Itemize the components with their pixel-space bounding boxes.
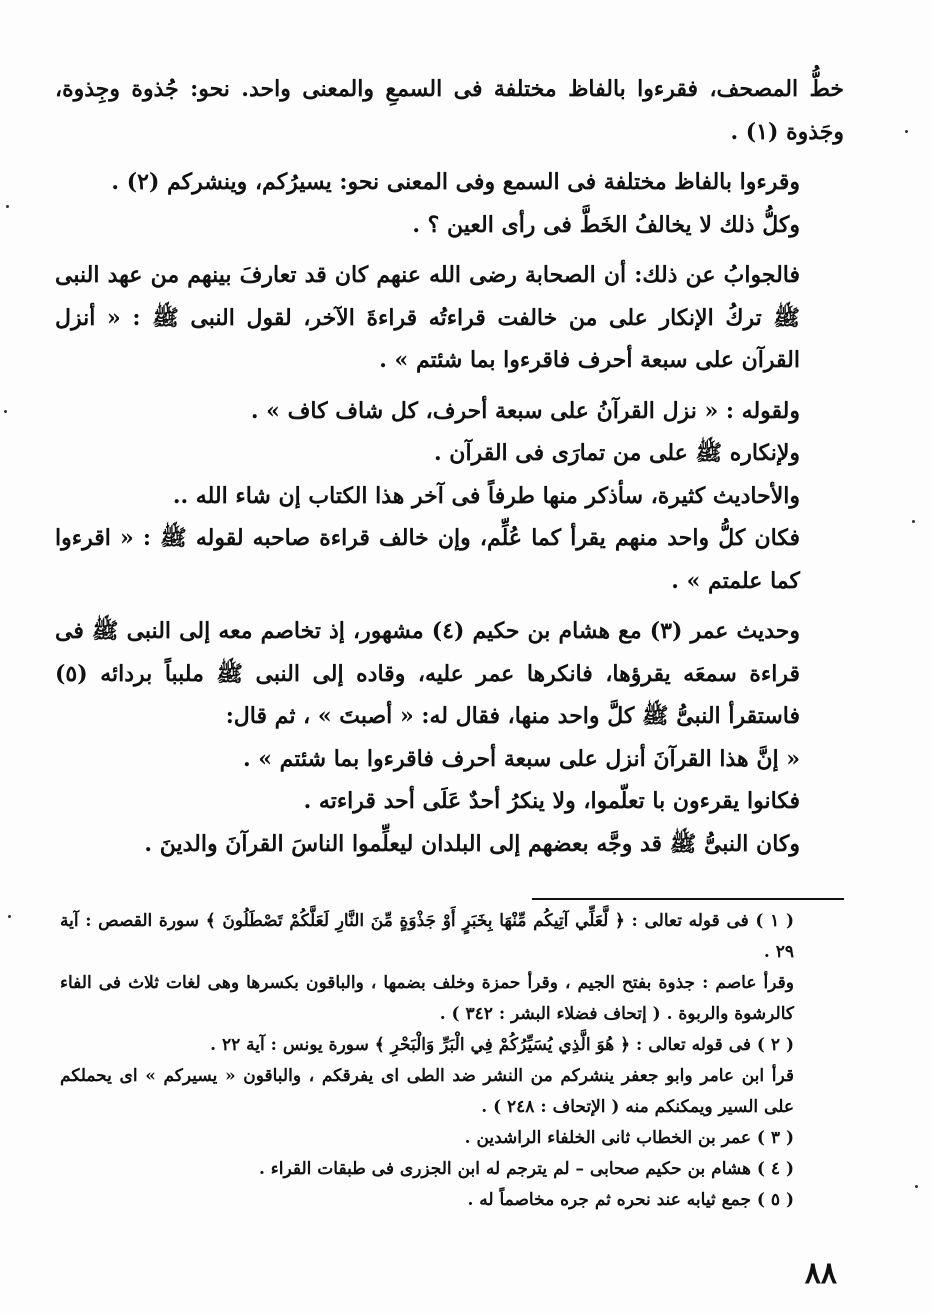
paragraph: ولقوله : « نزل القرآنُ على سبعة أحرف، كل شاف كاف » . (250, 397, 800, 424)
footnotes (60, 906, 844, 1216)
scan-speck (905, 130, 908, 133)
page-number: ٨٨ (804, 1256, 837, 1291)
paragraph: وكلُّ ذلك لا يخالفُ الخَطَّ فى رأى العين ؟ . (412, 211, 800, 238)
paragraph: فكانوا يقرءون با تعلّموا، ولا ينكرُ أحدٌ عَلَى أحد قراءته . (303, 788, 800, 814)
footnote: ( ٢ ) فى قوله تعالى : ﴿ هُوَ الَّذِي يُسَيِّرُكُمْ فِي الْبَرِّ وَالْبَحْرِ ﴾ سورة يونس : آية ٢٢ . (210, 1035, 794, 1055)
paragraph: فالجوابُ عن ذلك: أن الصحابة رضى الله عنهم كان قد تعارفَ بينهم من عهد النبى ﷺ تركُ الإنكار على من خالفت قراءتُه قراءةَ الآخر، لقول النبى ﷺ : « أنزل القرآن على سبعة أحرف فاقرءوا بما شئتم » . (55, 262, 800, 373)
footnote: ( ٤ ) هشام بن حكيم صحابى – لم يترجم له ابن الجزرى فى طبقات القراء . (258, 1159, 794, 1179)
paragraph: وقرءوا بالفاظ مختلفة فى السمع وفى المعنى نحو: يسيرُكم، وينشركم (٢) . (111, 169, 800, 195)
scan-speck (4, 410, 7, 413)
main-text (55, 68, 844, 865)
scan-speck (912, 520, 915, 523)
footnote: ( ٥ ) جمع ثيابه عند نحره ثم جره مخاصماً له . (467, 1190, 794, 1210)
footnote: ( ٣ ) عمر بن الخطاب ثانى الخلفاء الراشدين . (464, 1128, 794, 1148)
paragraph: وكان النبىُّ ﷺ قد وجَّه بعضهم إلى البلدان ليعلِّموا الناسَ القرآنَ والدينَ . (144, 830, 800, 857)
footnote: وقرأ عاصم : جذوة بفتح الجيم ، وقرأ حمزة وخلف بضمها ، والباقون بكسرها وهى لغات ثلاث فى الفاء كالرشوة والربوة . ( إتحاف فضلاء البشر : ٣٤٢ ) . (60, 973, 794, 1024)
paragraph: ولإنكاره ﷺ على من تمارَى فى القرآن . (433, 440, 800, 466)
paragraph: والأحاديث كثيرة، سأذكر منها طرفاً فى آخر هذا الكتاب إن شاء الله .. (172, 482, 800, 509)
footnote: ( ١ ) فى قوله تعالى : ﴿ لَّعَلِّي آتِيكُم مِّنْهَا بِخَبَرٍ أَوْ جَذْوَةٍ مِّنَ النَّارِ لَعَلَّكُمْ تَصْطَلُونَ ﴾ سورة القصص : آية ٢٩ . (60, 911, 795, 962)
footnote: قرأ ابن عامر وابو جعفر ينشركم من النشر ضد الطى اى يفرقكم ، والباقون « يسيركم » اى يحملكم على السير ويمكنكم منه ( الإتحاف : ٢٤٨ ) . (60, 1066, 794, 1117)
paragraph: خطُّ المصحف، فقرءوا بالفاظ مختلفة فى السمعِ والمعنى واحد. نحو: جُذوة وجِذوة، وجَذوة (١) . (55, 76, 844, 145)
footnote-divider (532, 898, 844, 900)
paragraph: وحديث عمر (٣) مع هشام بن حكيم (٤) مشهور، إذ تخاصم معه إلى النبى ﷺ فى قراءة سمعَه يقرؤها، فانكرها عمر عليه، وقاده إلى النبى ﷺ ملبباً بردائه (٥) فاستقرأ النبىُّ ﷺ كلَّ واحد منها، فقال له: « أصبتَ » ، ثم قال: (55, 618, 800, 729)
quote-paragraph: « إنَّ هذا القرآنَ أنزل على سبعة أحرف فاقرءوا بما شئتم » . (242, 745, 800, 772)
scan-speck (8, 915, 11, 918)
scan-speck (6, 205, 9, 208)
paragraph: فكان كلُّ واحد منهم يقرأ كما عُلِّم، وإن خالف قراءة صاحبه لقوله ﷺ : « اقرءوا كما علمتم » . (55, 525, 800, 594)
scan-speck (915, 1185, 918, 1188)
